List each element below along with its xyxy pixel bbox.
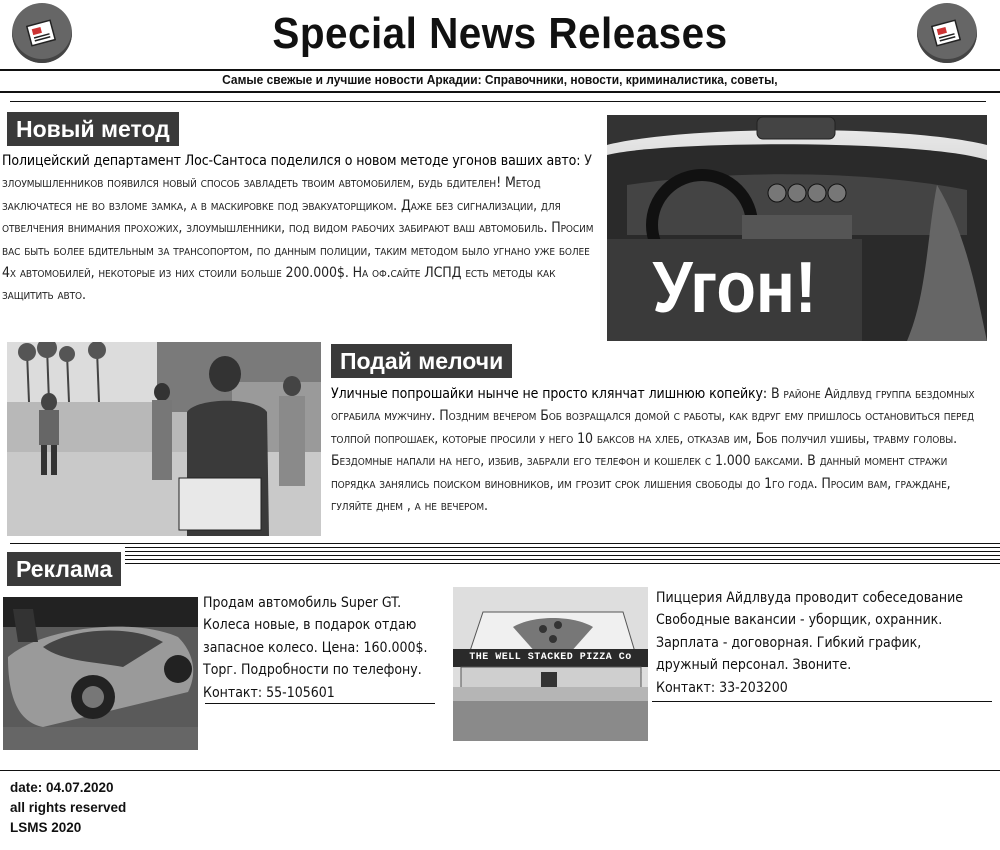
car-ad-photo — [3, 597, 198, 750]
beggar-photo — [7, 342, 321, 536]
masthead-title: Special News Releases — [272, 9, 728, 58]
divider — [0, 69, 1000, 71]
section-heading: Реклама — [7, 552, 121, 586]
footer-date: date: 04.07.2020 — [10, 780, 114, 795]
pizzeria-sign: THE WELL STACKED PIZZA Co — [469, 652, 632, 663]
article-lead: Уличные попрошайки нынче не просто клянчат лишнюю копейку: — [331, 386, 771, 402]
ad-line: Торг. Подробности по телефону. — [203, 662, 422, 679]
pizza-ad-text — [656, 587, 1000, 699]
ad-line: Зарплата - договорная. Гибкий график, — [656, 634, 922, 651]
ad-line: Свободные вакансии - уборщик, охранник. — [656, 612, 943, 629]
article-heading: Новый метод — [7, 112, 179, 146]
car-ad-text — [203, 592, 453, 704]
sports-car-image — [3, 597, 198, 750]
article-text: У злоумышленников появился новый способ завладеть твоим автомобилем, будь бдителен! Метод заключатеся не во взломе замка, а в маскировке под эвакуаторщиком. Даже без сигнализации, для отвелчения внимания прохожих, злоумышленники, под видом рабочих забирают ваш автомобиль. Просим вас быть более бдительным за трансопортом, по данным полиции, таким методом было угнано уже более 4х автомобилей, некоторые из них стоили больше 200.000$. На оф.сайте ЛСПД есть методы как защитить авто. — [2, 153, 594, 304]
ad-line: Пиццерия Айдлвуда проводит собеседование — [656, 590, 964, 606]
photo-caption: Угон! — [652, 248, 817, 328]
tagline-text: Самые свежые и лучшие новости Аркадии: Справочники, новости, криминалистика, советы, — [222, 72, 778, 87]
ad-contact: Контакт: 55-105601 — [203, 684, 335, 701]
ad-line: Колеса новые, в подарок отдаю — [203, 617, 417, 634]
footer-org: LSMS 2020 — [10, 820, 82, 835]
ad-line: Продам автомобиль Super GT. — [203, 595, 402, 611]
article-body — [2, 150, 600, 307]
street-scene-image — [7, 342, 321, 536]
section-divider — [10, 543, 1000, 567]
divider — [205, 703, 435, 704]
article-body — [331, 383, 991, 517]
article-heading: Подай мелочи — [331, 344, 512, 378]
car-theft-photo — [607, 115, 987, 341]
divider — [0, 91, 1000, 93]
ad-contact: Контакт: 33-203200 — [656, 679, 788, 696]
tagline — [0, 72, 1000, 87]
divider — [652, 701, 992, 702]
footer — [10, 778, 126, 838]
article-text: В районе Айдлвуд группа бездомных ограбила мужчину. Поздним вечером Боб возрaщался домой с работы, как вдруг ему пришлось остановиться перед толпой попрошаек, которые просили у него 10 баксов на хлеб, отказав им, Боб получил ушибы, травму головы. Бездомные напали на него, избив, забрали его телефон и кошелек с 1.000 баксами. В данный момент стражи порядка занялись поиском виновников, им грозит срок лишения свободы до 1го года. Просим вам, граждане, гуляйте днем , а не вечером. — [331, 386, 975, 515]
article-lead: Полицейский департамент Лос-Сантоса поделился о новом методе угонов ваших авто: — [2, 153, 585, 169]
divider — [0, 770, 1000, 771]
pizza-ad-photo — [453, 587, 648, 741]
divider — [10, 101, 986, 102]
ad-line: дружный персонал. Звоните. — [656, 657, 852, 674]
footer-rights: all rights reserved — [10, 800, 127, 815]
ad-line: запасное колесо. Цена: 160.000$. — [203, 639, 428, 656]
